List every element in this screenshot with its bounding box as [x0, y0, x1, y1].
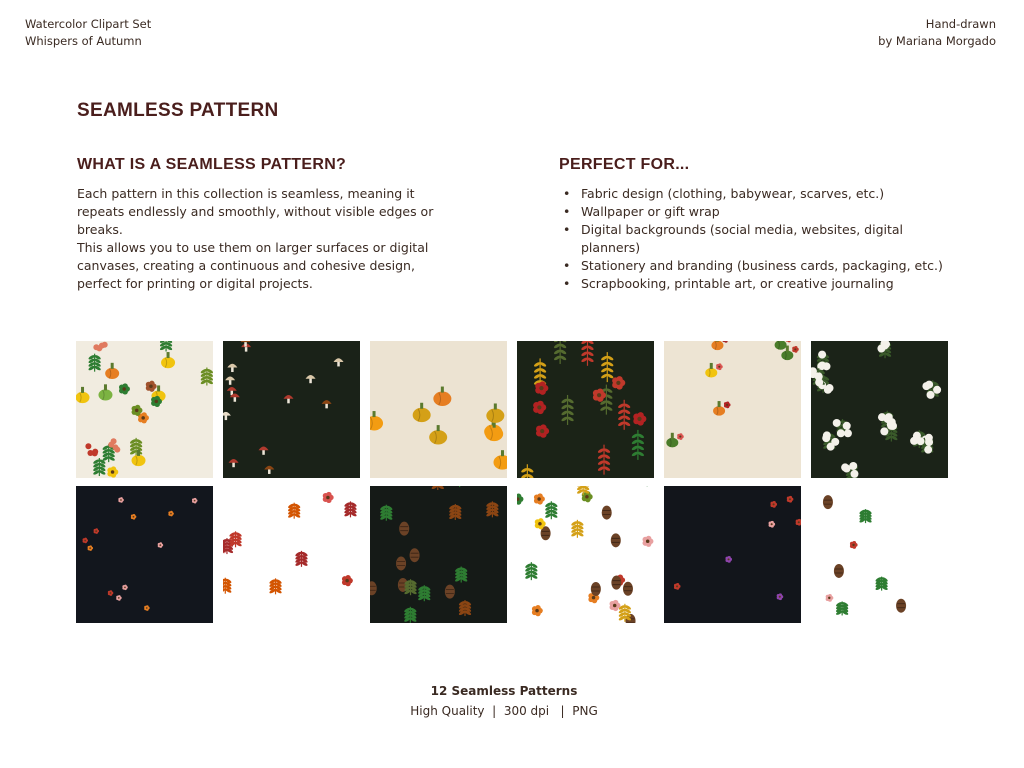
pattern-image [811, 341, 948, 478]
pattern-tile [517, 486, 654, 623]
uses-list [559, 185, 959, 293]
pattern-tile [223, 486, 360, 623]
pattern-tile [664, 486, 801, 623]
pattern-tile [664, 341, 801, 478]
pattern-tile [517, 341, 654, 478]
uses-list-item: • Digital backgrounds (social media, websites, digital planners) [559, 221, 959, 257]
file-specs-label: High Quality | 300 dpi | PNG [410, 704, 598, 718]
definition-paragraph-1: Each pattern in this collection is seamless, meaning it repeats endlessly and smoothly, without visible edges or breaks. [77, 186, 434, 237]
definition-heading: WHAT IS A SEAMLESS PATTERN? [77, 156, 347, 173]
pattern-tile [370, 341, 507, 478]
pattern-image [517, 341, 654, 478]
pattern-image [370, 486, 507, 623]
definition-paragraph-2: This allows you to use them on larger surfaces or digital canvases, creating a continuous and cohesive design, perfect for printing or digital projects. [77, 240, 429, 291]
pattern-image [517, 486, 654, 623]
uses-section [559, 156, 959, 293]
pattern-tile [811, 341, 948, 478]
author-label: by Mariana Morgado [878, 34, 996, 48]
header-left [25, 16, 151, 50]
technique-label: Hand-drawn [925, 17, 996, 31]
uses-list-item: • Fabric design (clothing, babywear, scarves, etc.) [559, 185, 959, 203]
pattern-image [223, 341, 360, 478]
pattern-count-label: 12 Seamless Patterns [430, 684, 578, 698]
pattern-tile [76, 341, 213, 478]
header-right [878, 16, 996, 50]
page-title: SEAMLESS PATTERN [77, 100, 279, 121]
pattern-image [370, 341, 507, 478]
pattern-image [76, 341, 213, 478]
pattern-tile [370, 486, 507, 623]
pattern-image [223, 486, 360, 623]
set-name: Watercolor Clipart Set [25, 17, 152, 31]
pattern-tile [811, 486, 948, 623]
pattern-image [811, 486, 948, 623]
uses-list-item: • Scrapbooking, printable art, or creative journaling [559, 275, 959, 293]
pattern-preview-grid [76, 341, 948, 623]
uses-list-item: • Stationery and branding (business cards, packaging, etc.) [559, 257, 959, 275]
pattern-image [664, 341, 801, 478]
collection-name: Whispers of Autumn [25, 34, 142, 48]
definition-section [77, 156, 457, 293]
pattern-tile [223, 341, 360, 478]
uses-heading: PERFECT FOR... [559, 156, 690, 173]
uses-list-item: • Wallpaper or gift wrap [559, 203, 959, 221]
pattern-tile [76, 486, 213, 623]
pattern-image [664, 486, 801, 623]
pattern-image [76, 486, 213, 623]
